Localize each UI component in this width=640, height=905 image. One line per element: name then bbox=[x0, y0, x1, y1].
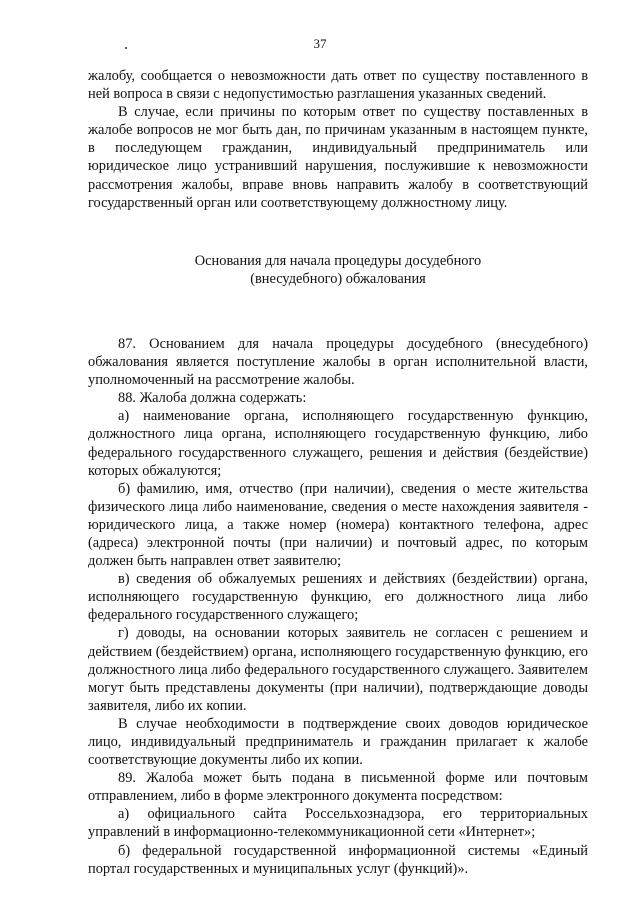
page-number: 37 bbox=[313, 36, 327, 51]
paragraph: жалобу, сообщается о невозможности дать ответ по существу поставленного в ней вопроса в связи с недопустимостью разглашения указанных сведений. bbox=[88, 68, 588, 103]
scan-speck bbox=[125, 47, 127, 49]
paragraph: г) доводы, на основании которых заявитель не согласен с решением и действием (бездействием) органа, исполняющего государственную функцию, его должностного лица либо федерального государственного служащего. Заявителем могут быть представлены документы (при наличии), подтверждающие доводы заявителя, либо их копии. bbox=[88, 625, 588, 714]
paragraph: 87. Основанием для начала процедуры досудебного (внесудебного) обжалования является поступление жалобы в орган исполнительной власти, уполномоченный на рассмотрение жалобы. bbox=[88, 335, 588, 389]
paragraph: В случае необходимости в подтверждение своих доводов юридическое лицо, индивидуальный предприниматель и гражданин прилагает к жалобе соответствующие документы либо их копии. bbox=[88, 715, 588, 769]
paragraph: б) фамилию, имя, отчество (при наличии), сведения о месте жительства физического лица либо наименование, сведения о месте нахождения заявителя - юридического лица, а также номер (номера) контактного телефона, адрес (адреса) электронной почты (при наличии) и почтовый адрес, по которым должен быть направлен ответ заявителю; bbox=[88, 480, 588, 570]
document-body bbox=[88, 67, 588, 878]
paragraph: б) федеральной государственной информационной системы «Единый портал государственных и муниципальных услуг (функций)». bbox=[88, 842, 588, 877]
section-heading bbox=[88, 252, 588, 288]
paragraph: 89. Жалоба может быть подана в письменной форме или почтовым отправлением, либо в форме электронного документа посредством: bbox=[88, 770, 588, 805]
paragraph: в) сведения об обжалуемых решениях и действиях (бездействии) органа, исполняющего государственную функцию, его должностного лица либо федерального государственного служащего; bbox=[88, 571, 588, 624]
section-heading-line: (внесудебного) обжалования bbox=[250, 270, 426, 287]
paragraph: а) официального сайта Россельхознадзора, его территориальных управлений в информационно-телекоммуникационной сети «Интернет»; bbox=[88, 806, 588, 841]
section-heading-line: Основания для начала процедуры досудебного bbox=[194, 252, 482, 269]
paragraph: В случае, если причины по которым ответ по существу поставленных в жалобе вопросов не мог быть дан, по причинам указанным в настоящем пункте, в последующем гражданин, индивидуальный предприниматель или юридическое лицо устранивший нарушения, послужившие к невозможности рассмотрения жалобы, вправе вновь направить жалобу в соответствующий государственный орган или соответствующему должностному лицу. bbox=[88, 104, 588, 211]
paragraph: а) наименование органа, исполняющего государственную функцию, должностного лица органа, исполняющего государственную функцию, либо федерального государственного служащего, решения и действия (бездействие) которых обжалуются; bbox=[88, 408, 588, 479]
paragraph: 88. Жалоба должна содержать: bbox=[118, 390, 307, 407]
